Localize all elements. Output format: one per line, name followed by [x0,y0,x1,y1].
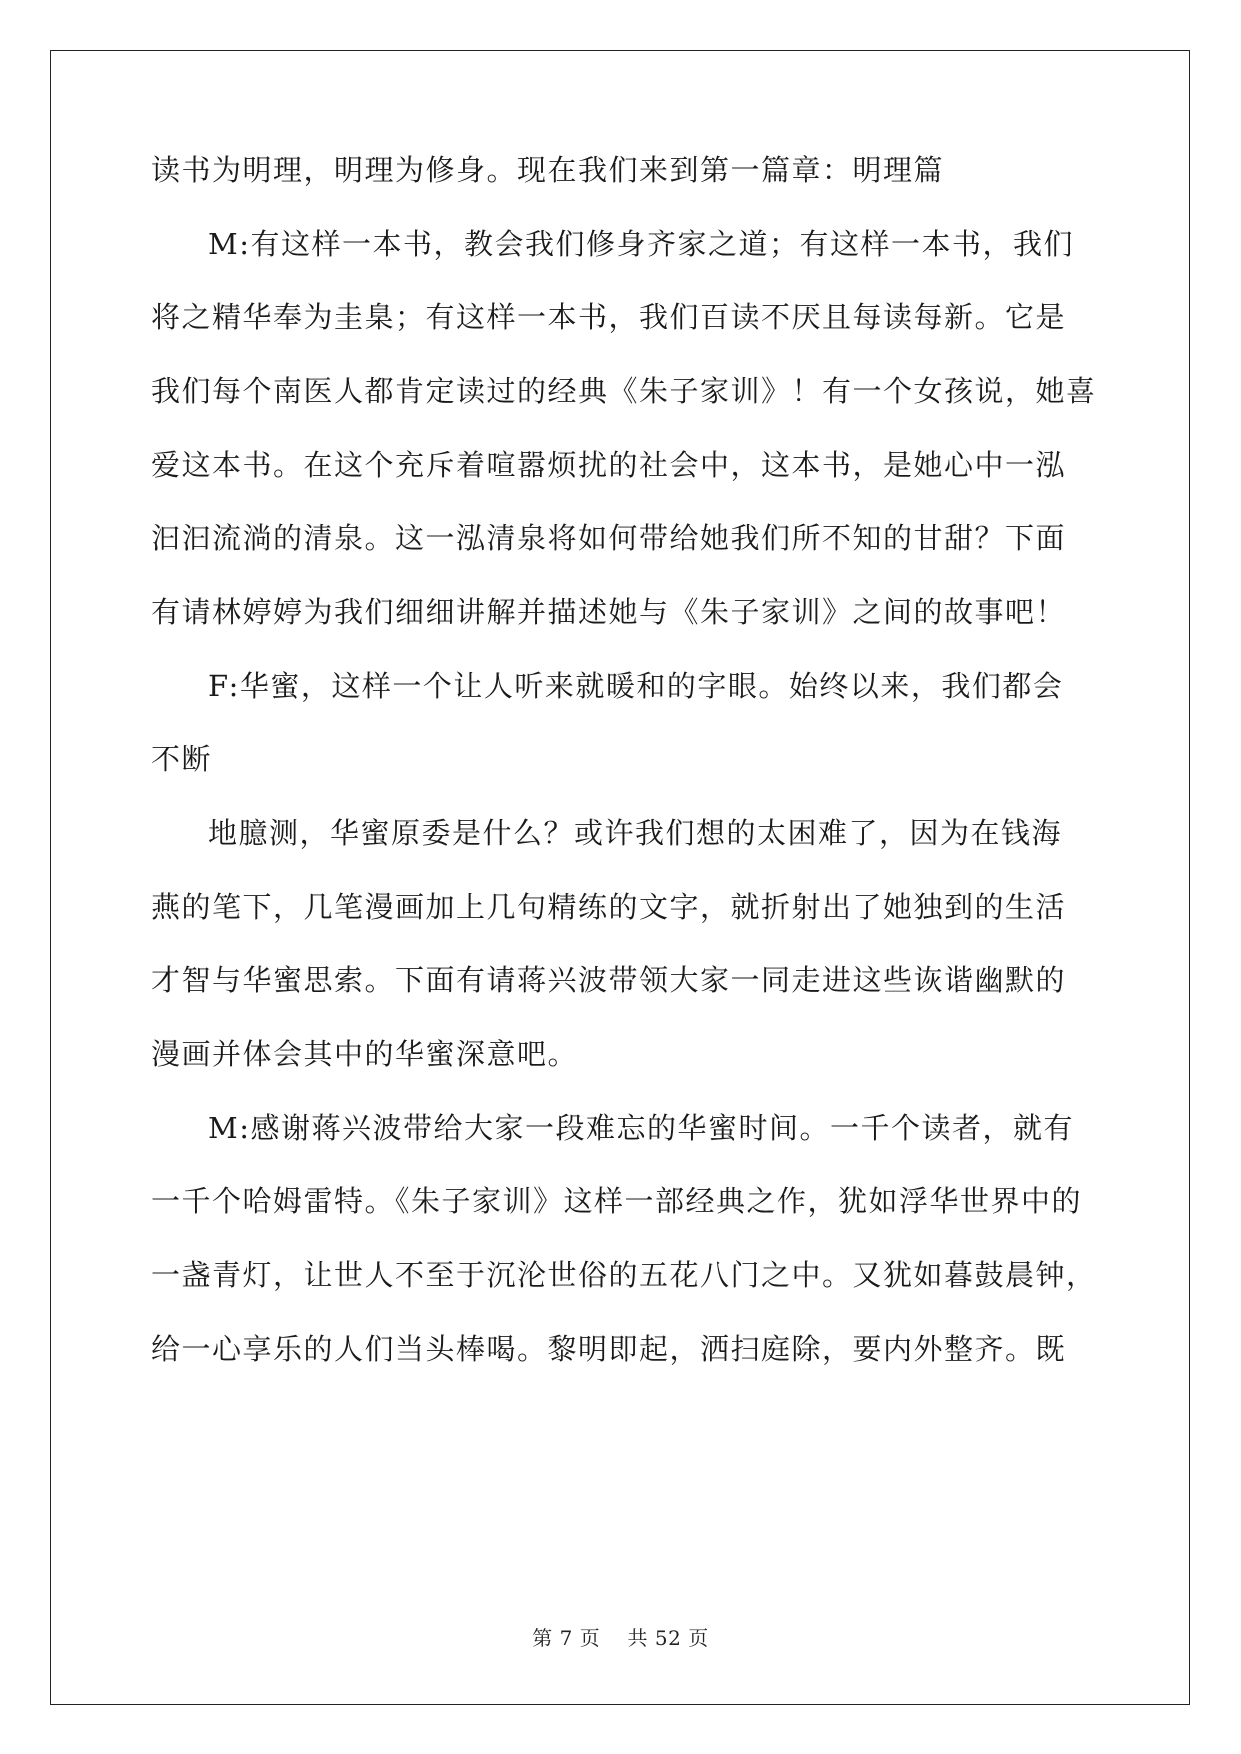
page-number-footer: 第 7 页 共 52 页 [532,1626,709,1650]
text-line: 地臆测，华蜜原委是什么？或许我们想的太困难了，因为在钱海 [208,816,1063,850]
text-line: 爱这本书。在这个充斥着喧嚣烦扰的社会中，这本书，是她心中一泓 [151,448,1067,482]
text-line: 有请林婷婷为我们细细讲解并描述她与《朱子家训》之间的故事吧！ [151,595,1067,629]
text-line: 漫画并体会其中的华蜜深意吧。 [151,1037,579,1071]
text-line: 将之精华奉为圭臬；有这样一本书，我们百读不厌且每读每新。它是 [151,300,1067,334]
text-line: 不断 [151,742,213,776]
text-line: 给一心享乐的人们当头棒喝。黎明即起，洒扫庭除，要内外整齐。既 [151,1332,1067,1366]
text-line: M:有这样一本书，教会我们修身齐家之道；有这样一本书，我们 [208,227,1074,261]
text-line: 一千个哈姆雷特。《朱子家训》这样一部经典之作，犹如浮华世界中的 [151,1184,1083,1218]
text-line: 汩汩流淌的清泉。这一泓清泉将如何带给她我们所不知的甘甜？下面 [151,521,1067,555]
text-line: 燕的笔下，几笔漫画加上几句精练的文字，就折射出了她独到的生活 [151,890,1067,924]
text-line: 才智与华蜜思索。下面有请蒋兴波带领大家一同走进这些诙谐幽默的 [151,963,1067,997]
text-line: F:华蜜，这样一个让人听来就暖和的字眼。始终以来，我们都会 [208,669,1064,703]
text-line: 一盏青灯，让世人不至于沉沦世俗的五花八门之中。又犹如暮鼓晨钟， [151,1258,1097,1292]
text-line: 我们每个南医人都肯定读过的经典《朱子家训》！有一个女孩说，她喜 [151,374,1097,408]
text-line: M:感谢蒋兴波带给大家一段难忘的华蜜时间。一千个读者，就有 [208,1111,1074,1145]
text-line: 读书为明理，明理为修身。现在我们来到第一篇章：明理篇 [151,153,945,187]
